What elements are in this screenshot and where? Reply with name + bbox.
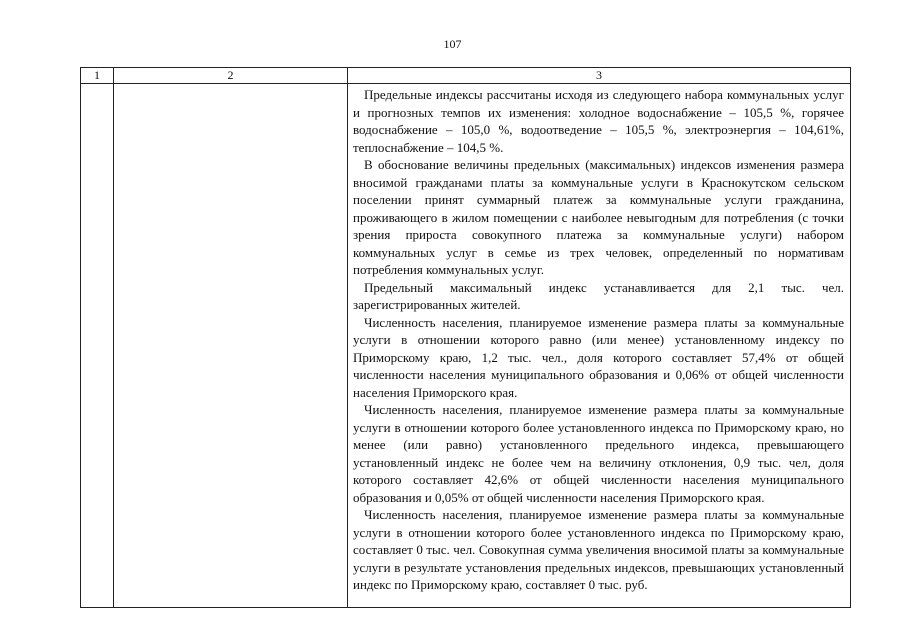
table-row <box>81 84 851 608</box>
paragraph-population-above-index: Численность населения, планируемое изменение размера платы за коммунальные услуги в отношении которого более установленного индекса по Приморскому краю, составляет 0 тыс. чел. Совокупная сумма увеличения вносимой платы за коммунальные услуги в результате установления предельных индексов, превышающих установленный индекс по Приморскому краю, составляет 0 тыс. руб. <box>353 507 844 592</box>
table-cell-col1 <box>81 84 114 608</box>
column-header-2: 2 <box>114 68 348 84</box>
paragraph-index-composition: Предельные индексы рассчитаны исходя из следующего набора коммунальных услуг и прогнозных темпов их изменения: холодное водоснабжение – 105,5 %, горячее водоснабжение – 105,0 %, водоотведение – 105,5 %, электроэнергия – 104,61%, теплоснабжение – 104,5 %. <box>353 87 844 155</box>
column-header-3: 3 <box>348 68 851 84</box>
column-header-1: 1 <box>81 68 114 84</box>
paragraph-population-at-or-below-index: Численность населения, планируемое изменение размера платы за коммунальные услуги в отношении которого равно (или менее) установленному индексу по Приморскому краю, 1,2 тыс. чел., доля которого составляет 57,4% от общей численности населения муниципального образования и 0,06% от общей численности населения Приморского края. <box>353 314 844 400</box>
page-number: 107 <box>443 37 462 51</box>
document-table <box>80 67 851 608</box>
paragraph-justification: В обоснование величины предельных (максимальных) индексов изменения размера вносимой гражданами платы за коммунальные услуги в Краснокутском сельском поселении принят суммарный платеж за коммунальные услуги гражданина, проживающего в жилом помещении с наиболее невыгодным для потребления (с точки зрения прироста совокупного платежа за коммунальные услуги) набором коммунальных услуг в семье из трех человек, определенный по нормативам потребления коммунальных услуг. <box>353 157 844 277</box>
table-header-row <box>81 68 851 84</box>
table-cell-col3 <box>348 84 851 608</box>
paragraph-population-covered: Предельный максимальный индекс устанавливается для 2,1 тыс. чел. зарегистрированных жителей. <box>353 279 844 312</box>
table-cell-col2 <box>114 84 348 608</box>
paragraph-population-above-index-within-deviation: Численность населения, планируемое изменение размера платы за коммунальные услуги в отношении которого более установленного индекса по Приморскому краю, но менее (или равно) установленного предельного индекса, превышающего установленный индекс не более чем на величину отклонения, 0,9 тыс. чел, доля которого составляет 42,6% от общей численности населения муниципального образования и 0,05% от общей численности населения Приморского края. <box>353 402 844 505</box>
